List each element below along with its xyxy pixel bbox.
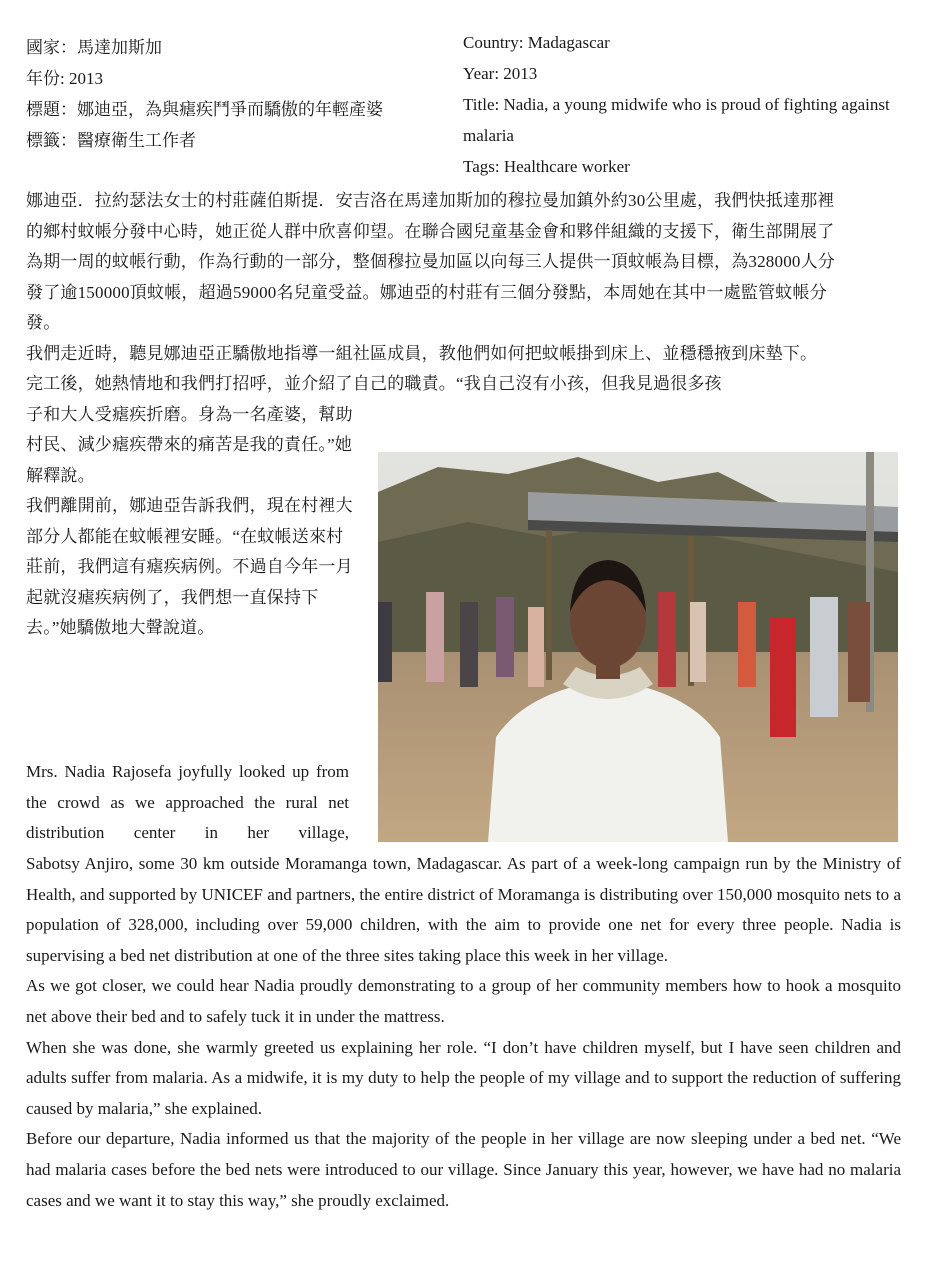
zh-paragraph-2: 我們走近時，聽見娜迪亞正驕傲地指導一組社區成員，教他們如何把蚊帳掛到床上、並穩穩掖到床墊下。 xyxy=(26,343,818,363)
zh-paragraph-3b: 子和大人受瘧疾折磨。身為一名產婆，幫助村民、減少瘧疾帶來的痛苦是我的責任。”她解釋說。 xyxy=(26,404,353,485)
en-paragraph-4: Before our departure, Nadia informed us that the majority of the people in her village are now sleeping under a bed net. “We had malaria cases before the bed nets were introduced to our village. Since January this year, however, we have had no malaria cases and we want it to stay this way,” she proudly exclaimed. xyxy=(26,1129,901,1210)
zh-paragraph-4: 我們離開前，娜迪亞告訴我們，現在村裡大部分人都能在蚊帳裡安睡。“在蚊帳送來村莊前，我們這有瘧疾病例。不過自今年一月起就沒瘧疾病例了，我們想一直保持下去。”她驕傲地大聲說道。 xyxy=(26,496,353,637)
midwife-photo xyxy=(378,452,898,842)
english-article xyxy=(26,849,901,1216)
zh-paragraph-3a: 完工後，她熱情地和我們打招呼，並介紹了自己的職責。“我自己沒有小孩，但我見過很多孩 xyxy=(26,374,722,393)
country-en: Country: Madagascar xyxy=(463,33,610,52)
en-paragraph-1: Sabotsy Anjiro, some 30 km outside Moramanga town, Madagascar. As part of a week-long campaign run by the Ministry of Health, and supported by UNICEF and partners, the entire district of Moramanga is distributing over 150,000 mosquito nets to a population of 328,000, including over 59,000 children, with the aim to provide one net for every three people. Nadia is supervising a bed net distribution at one of the three sites taking place this week in her village. xyxy=(26,854,901,965)
metadata-chinese xyxy=(26,32,446,156)
metadata-english xyxy=(463,27,913,182)
year-en: Year: 2013 xyxy=(463,64,538,83)
title-en: Title: Nadia, a young midwife who is proud of fighting against malaria xyxy=(463,95,890,145)
en-paragraph-2: As we got closer, we could hear Nadia proudly demonstrating to a group of her community members how to hook a mosquito net above their bed and to safely tuck it in under the mattress. xyxy=(26,976,901,1026)
title-zh: 標題：娜迪亞，為與瘧疾鬥爭而驕傲的年輕產婆 xyxy=(26,100,383,119)
tags-en: Tags: Healthcare worker xyxy=(463,157,630,176)
photo-icon xyxy=(378,452,898,842)
en-paragraph-3: When she was done, she warmly greeted us explaining her role. “I don’t have children myself, but I have seen children and adults suffer from malaria. As a midwife, it is my duty to help the people of my village and to support the reduction of suffering caused by malaria,” she explained. xyxy=(26,1037,901,1118)
zh-paragraph-1: 娜迪亞．拉約瑟法女士的村莊薩伯斯提．安吉洛在馬達加斯加的穆拉曼加鎮外約30公里處，我們快抵達那裡的鄉村蚊帳分發中心時，她正從人群中欣喜仰望。在聯合國兒童基金會和夥伴組織的支援下，衛生部開展了為期一周的蚊帳行動，作為行動的一部分，整個穆拉曼加區以向每三人提供一頂蚊帳為目標，為328000人分發了逾150000頂蚊帳，超過59000名兒童受益。娜迪亞的村莊有三個分發點，本周她在其中一處監管蚊帳分發。 xyxy=(26,191,835,332)
country-zh: 國家：馬達加斯加 xyxy=(26,38,162,57)
english-intro: Mrs. Nadia Rajosefa joyfully looked up from the crowd as we approached the rural net distribution center in her village, xyxy=(26,762,349,842)
tags-zh: 標籤：醫療衛生工作者 xyxy=(26,131,196,150)
year-zh: 年份: 2013 xyxy=(26,69,103,88)
